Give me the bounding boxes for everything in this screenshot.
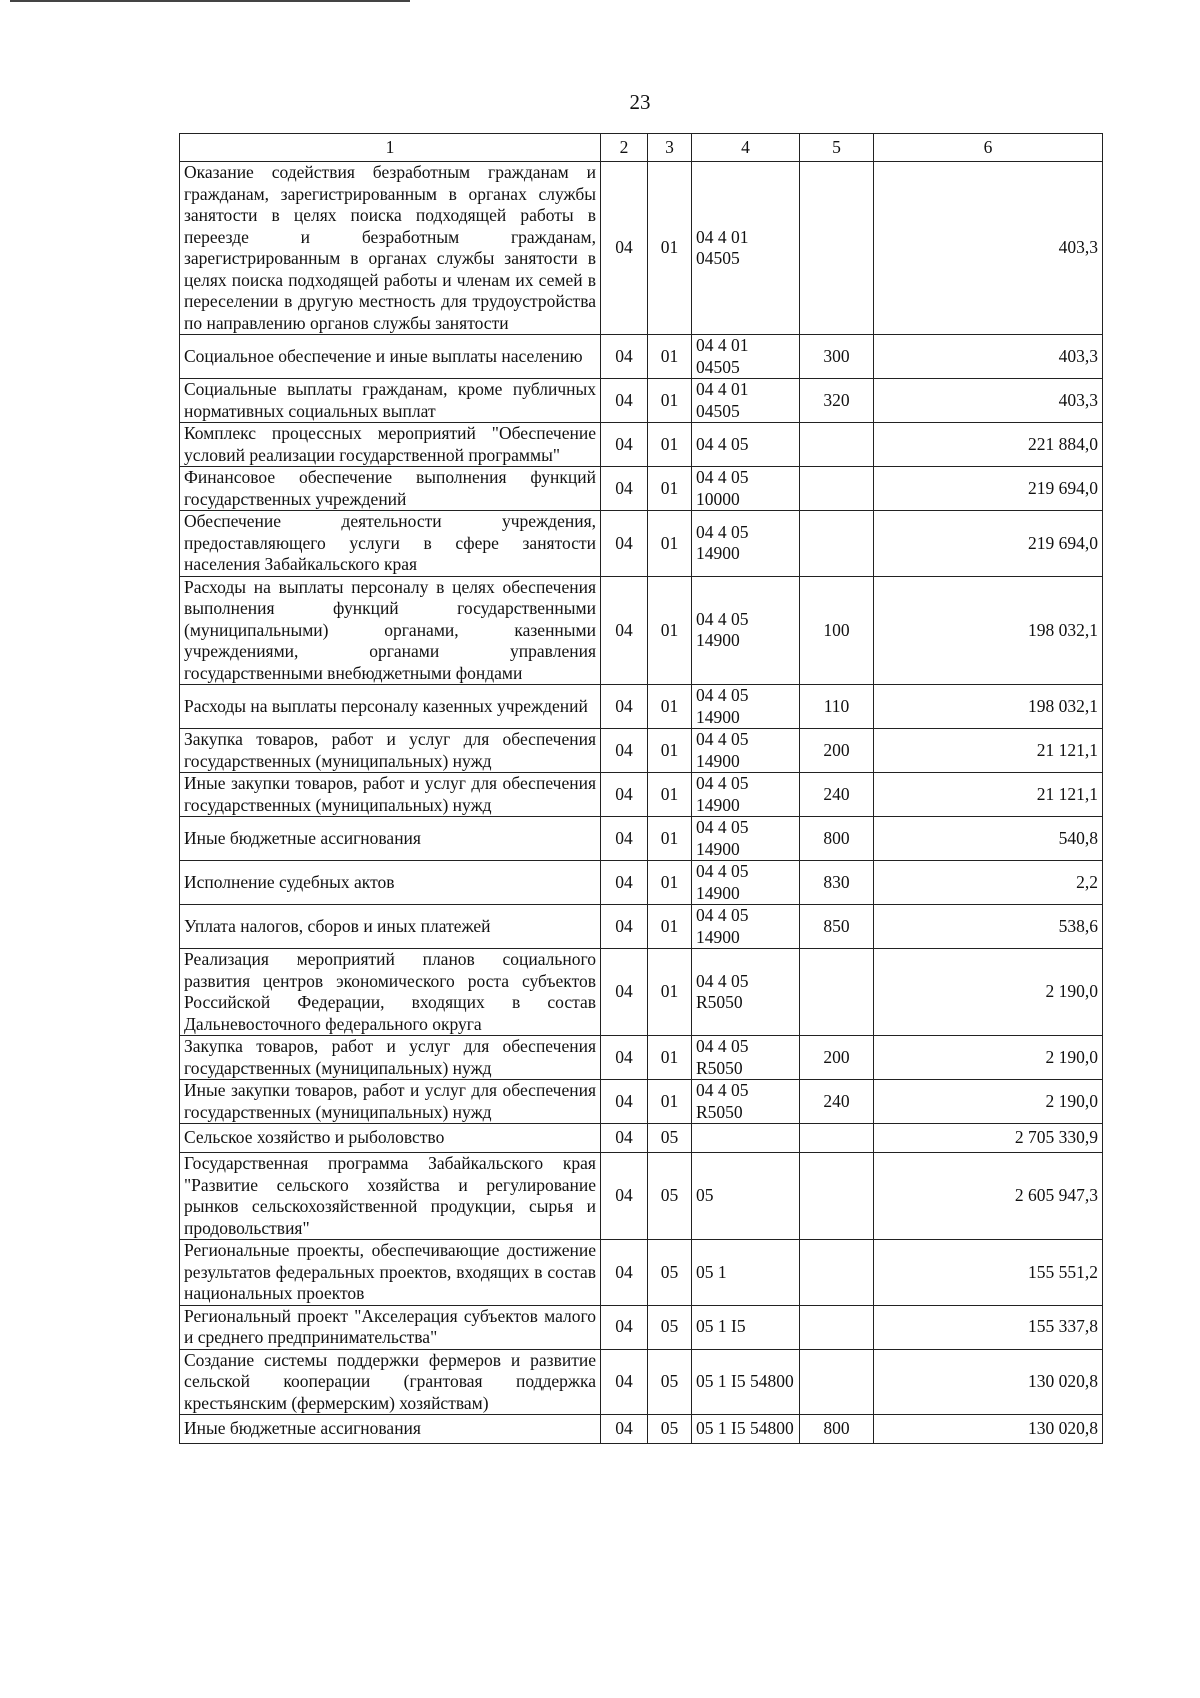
row-amount: 130 020,8 [874, 1349, 1103, 1415]
row-section: 04 [601, 423, 648, 467]
row-section: 04 [601, 773, 648, 817]
row-target-code: 05 [692, 1153, 800, 1240]
row-expense-type: 200 [800, 729, 874, 773]
row-target-code: 04 4 01 04505 [692, 335, 800, 379]
row-target-code: 04 4 05 R5050 [692, 1080, 800, 1124]
row-section: 04 [601, 511, 648, 577]
table-row [180, 729, 1103, 773]
table-row [180, 1036, 1103, 1080]
row-subsection: 05 [648, 1240, 692, 1306]
row-subsection: 01 [648, 162, 692, 335]
header-col-5: 5 [800, 134, 874, 162]
table-row [180, 817, 1103, 861]
row-name: Иные закупки товаров, работ и услуг для обеспечения государственных (муниципальных) нужд [180, 773, 601, 817]
row-amount: 221 884,0 [874, 423, 1103, 467]
row-subsection: 01 [648, 423, 692, 467]
row-target-code: 05 1 I5 54800 [692, 1415, 800, 1444]
row-section: 04 [601, 1349, 648, 1415]
row-subsection: 01 [648, 511, 692, 577]
row-expense-type: 240 [800, 773, 874, 817]
table-row [180, 379, 1103, 423]
table-row [180, 861, 1103, 905]
row-subsection: 01 [648, 773, 692, 817]
table-row [180, 905, 1103, 949]
table-row [180, 467, 1103, 511]
row-section: 04 [601, 162, 648, 335]
row-expense-type [800, 1124, 874, 1153]
row-amount: 403,3 [874, 379, 1103, 423]
row-section: 04 [601, 576, 648, 685]
row-subsection: 05 [648, 1305, 692, 1349]
row-target-code: 04 4 05 14900 [692, 817, 800, 861]
row-subsection: 01 [648, 1080, 692, 1124]
header-row [180, 134, 1103, 162]
row-subsection: 01 [648, 861, 692, 905]
row-section: 04 [601, 905, 648, 949]
scan-artifact-line [10, 0, 410, 2]
row-section: 04 [601, 335, 648, 379]
row-target-code: 04 4 05 10000 [692, 467, 800, 511]
row-name: Иные бюджетные ассигнования [180, 817, 601, 861]
row-amount: 2 190,0 [874, 949, 1103, 1036]
row-subsection: 01 [648, 817, 692, 861]
row-subsection: 01 [648, 576, 692, 685]
row-subsection: 01 [648, 335, 692, 379]
row-section: 04 [601, 817, 648, 861]
row-expense-type: 800 [800, 817, 874, 861]
row-target-code: 04 4 01 04505 [692, 162, 800, 335]
row-amount: 403,3 [874, 162, 1103, 335]
table-row [180, 1349, 1103, 1415]
row-target-code: 05 1 [692, 1240, 800, 1306]
row-expense-type: 100 [800, 576, 874, 685]
row-target-code: 04 4 05 14900 [692, 511, 800, 577]
row-target-code [692, 1124, 800, 1153]
row-name: Региональный проект "Акселерация субъектов малого и среднего предпринимательства" [180, 1305, 601, 1349]
row-subsection: 01 [648, 685, 692, 729]
row-target-code: 04 4 05 14900 [692, 685, 800, 729]
row-section: 04 [601, 1124, 648, 1153]
row-name: Расходы на выплаты персоналу в целях обеспечения выполнения функций государственными (муниципальными) органами, казенными учреждениями, органами управления государственными внебюджетными фондами [180, 576, 601, 685]
row-target-code: 04 4 05 14900 [692, 861, 800, 905]
row-section: 04 [601, 729, 648, 773]
table-row [180, 1415, 1103, 1444]
table-row [180, 1153, 1103, 1240]
row-name: Расходы на выплаты персоналу казенных учреждений [180, 685, 601, 729]
row-expense-type [800, 511, 874, 577]
row-name: Финансовое обеспечение выполнения функций государственных учреждений [180, 467, 601, 511]
row-name: Иные бюджетные ассигнования [180, 1415, 601, 1444]
row-name: Реализация мероприятий планов социального развития центров экономического роста субъектов Российской Федерации, входящих в состав Дальневосточного федерального округа [180, 949, 601, 1036]
row-subsection: 01 [648, 729, 692, 773]
table-row [180, 1305, 1103, 1349]
row-expense-type [800, 1305, 874, 1349]
row-amount: 219 694,0 [874, 467, 1103, 511]
row-expense-type [800, 949, 874, 1036]
row-target-code: 04 4 05 R5050 [692, 949, 800, 1036]
table-row [180, 423, 1103, 467]
row-expense-type [800, 1240, 874, 1306]
row-subsection: 05 [648, 1153, 692, 1240]
row-amount: 130 020,8 [874, 1415, 1103, 1444]
budget-table [179, 133, 1103, 1444]
row-amount: 155 337,8 [874, 1305, 1103, 1349]
row-target-code: 04 4 05 R5050 [692, 1036, 800, 1080]
row-section: 04 [601, 1080, 648, 1124]
row-name: Социальные выплаты гражданам, кроме публичных нормативных социальных выплат [180, 379, 601, 423]
row-subsection: 05 [648, 1415, 692, 1444]
row-name: Государственная программа Забайкальского края "Развитие сельского хозяйства и регулирование рынков сельскохозяйственной продукции, сырья и продовольствия" [180, 1153, 601, 1240]
row-target-code: 04 4 05 14900 [692, 773, 800, 817]
row-name: Создание системы поддержки фермеров и развитие сельской кооперации (грантовая поддержка крестьянским (фермерским) хозяйствам) [180, 1349, 601, 1415]
row-amount: 2 190,0 [874, 1080, 1103, 1124]
row-amount: 198 032,1 [874, 685, 1103, 729]
row-expense-type [800, 467, 874, 511]
row-expense-type: 240 [800, 1080, 874, 1124]
row-target-code: 05 1 I5 [692, 1305, 800, 1349]
row-amount: 21 121,1 [874, 773, 1103, 817]
table-row [180, 1240, 1103, 1306]
row-name: Оказание содействия безработным гражданам и гражданам, зарегистрированным в органах службы занятости в целях поиска подходящей работы в переезде и безработным гражданам, зарегистрированным в органах службы занятости в целях поиска подходящей работы и членам их семей в переселении в другую местность для трудоустройства по направлению органов службы занятости [180, 162, 601, 335]
row-name: Закупка товаров, работ и услуг для обеспечения государственных (муниципальных) нужд [180, 1036, 601, 1080]
row-section: 04 [601, 1240, 648, 1306]
row-section: 04 [601, 949, 648, 1036]
row-expense-type [800, 1153, 874, 1240]
row-expense-type [800, 423, 874, 467]
row-amount: 2 190,0 [874, 1036, 1103, 1080]
row-expense-type: 110 [800, 685, 874, 729]
row-subsection: 05 [648, 1349, 692, 1415]
row-expense-type [800, 162, 874, 335]
row-subsection: 01 [648, 379, 692, 423]
row-amount: 2,2 [874, 861, 1103, 905]
row-expense-type: 850 [800, 905, 874, 949]
row-amount: 198 032,1 [874, 576, 1103, 685]
row-expense-type: 320 [800, 379, 874, 423]
row-amount: 21 121,1 [874, 729, 1103, 773]
table-row [180, 162, 1103, 335]
row-section: 04 [601, 1153, 648, 1240]
row-expense-type [800, 1349, 874, 1415]
row-name: Иные закупки товаров, работ и услуг для обеспечения государственных (муниципальных) нужд [180, 1080, 601, 1124]
table-row [180, 511, 1103, 577]
header-col-4: 4 [692, 134, 800, 162]
row-amount: 403,3 [874, 335, 1103, 379]
row-amount: 538,6 [874, 905, 1103, 949]
row-name: Сельское хозяйство и рыболовство [180, 1124, 601, 1153]
row-expense-type: 200 [800, 1036, 874, 1080]
table-row [180, 1124, 1103, 1153]
row-target-code: 04 4 05 14900 [692, 729, 800, 773]
table-row [180, 335, 1103, 379]
page-number: 23 [629, 90, 651, 114]
table-row [180, 949, 1103, 1036]
table-row [180, 576, 1103, 685]
row-name: Уплата налогов, сборов и иных платежей [180, 905, 601, 949]
row-target-code: 05 1 I5 54800 [692, 1349, 800, 1415]
row-section: 04 [601, 685, 648, 729]
row-section: 04 [601, 1305, 648, 1349]
row-subsection: 05 [648, 1124, 692, 1153]
row-section: 04 [601, 379, 648, 423]
row-expense-type: 300 [800, 335, 874, 379]
header-col-6: 6 [874, 134, 1103, 162]
row-subsection: 01 [648, 1036, 692, 1080]
row-name: Обеспечение деятельности учреждения, предоставляющего услуги в сфере занятости населения Забайкальского края [180, 511, 601, 577]
row-name: Закупка товаров, работ и услуг для обеспечения государственных (муниципальных) нужд [180, 729, 601, 773]
header-col-3: 3 [648, 134, 692, 162]
row-target-code: 04 4 05 14900 [692, 905, 800, 949]
row-amount: 2 605 947,3 [874, 1153, 1103, 1240]
row-amount: 155 551,2 [874, 1240, 1103, 1306]
row-subsection: 01 [648, 949, 692, 1036]
row-target-code: 04 4 05 14900 [692, 576, 800, 685]
row-target-code: 04 4 01 04505 [692, 379, 800, 423]
row-expense-type: 800 [800, 1415, 874, 1444]
table-row [180, 685, 1103, 729]
table-row [180, 773, 1103, 817]
header-col-2: 2 [601, 134, 648, 162]
row-name: Комплекс процессных мероприятий "Обеспечение условий реализации государственной программы" [180, 423, 601, 467]
row-target-code: 04 4 05 [692, 423, 800, 467]
row-amount: 219 694,0 [874, 511, 1103, 577]
row-section: 04 [601, 861, 648, 905]
header-col-1: 1 [180, 134, 601, 162]
table-row [180, 1080, 1103, 1124]
row-amount: 540,8 [874, 817, 1103, 861]
row-name: Исполнение судебных актов [180, 861, 601, 905]
row-section: 04 [601, 1036, 648, 1080]
row-name: Социальное обеспечение и иные выплаты населению [180, 335, 601, 379]
row-amount: 2 705 330,9 [874, 1124, 1103, 1153]
row-section: 04 [601, 467, 648, 511]
row-name: Региональные проекты, обеспечивающие достижение результатов федеральных проектов, входящих в состав национальных проектов [180, 1240, 601, 1306]
row-subsection: 01 [648, 467, 692, 511]
row-subsection: 01 [648, 905, 692, 949]
row-section: 04 [601, 1415, 648, 1444]
row-expense-type: 830 [800, 861, 874, 905]
